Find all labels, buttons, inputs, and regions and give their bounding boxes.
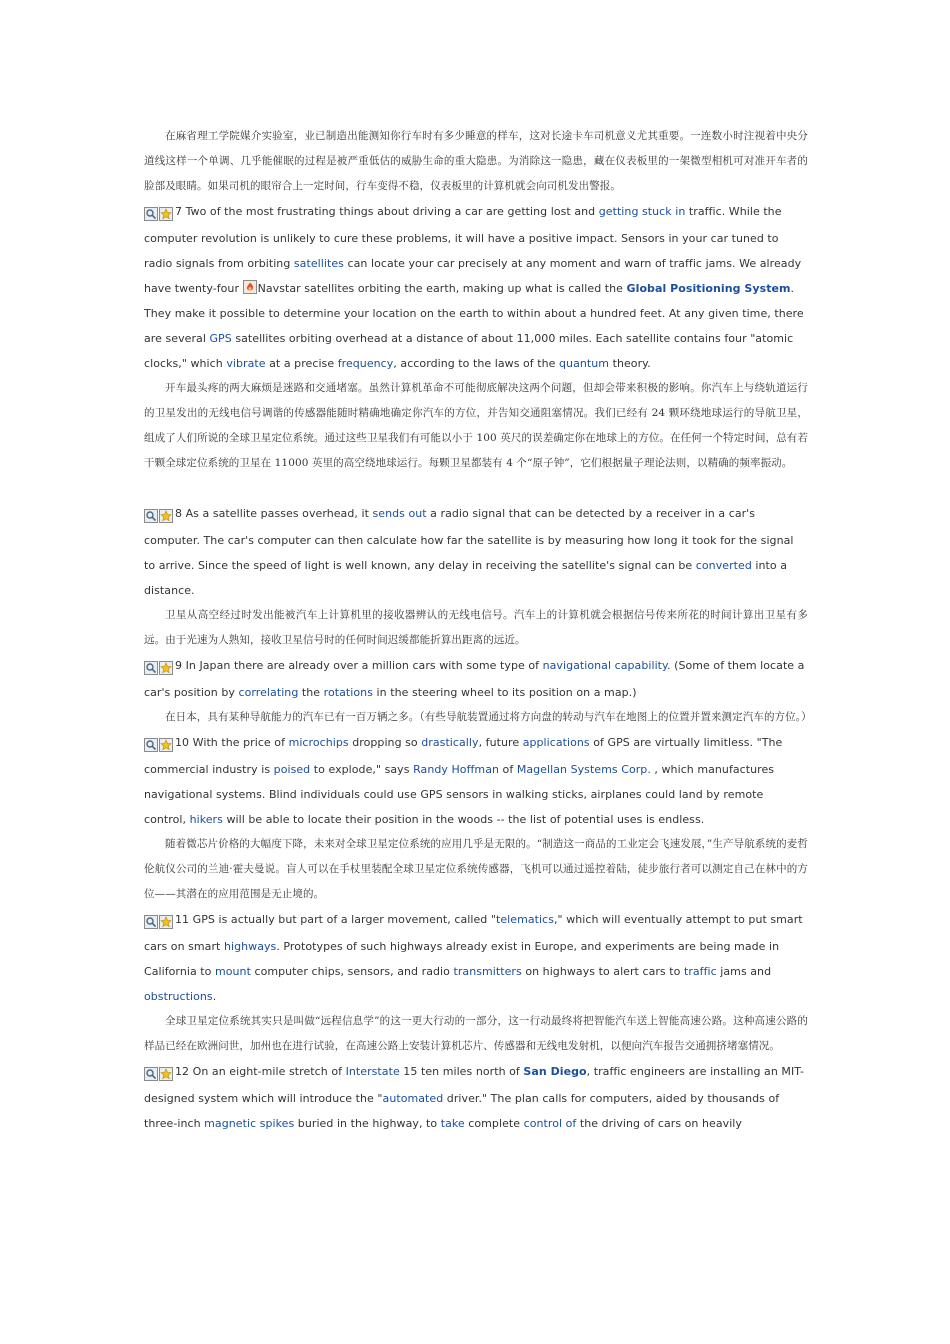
vocab-link[interactable]: Interstate [345,1065,400,1078]
paragraph-number: 10 [175,736,190,749]
favorite-star-icon[interactable] [159,661,173,675]
paragraph-number: 11 [175,913,190,926]
paragraph-zh-11: 全球卫星定位系统其实只是叫做“远程信息学”的这一更大行动的一部分，这一行动最终将把智能汽车送上智能高速公路。这种高速公路的样品已经在欧洲问世，加州也在进行试验，在高速公路上安装计算机芯片、传感器和无线电发射机，以便向汽车报告交通拥挤堵塞情况。 [144,1015,808,1052]
vocab-link[interactable]: applications [522,736,590,749]
favorite-star-icon[interactable] [159,207,173,221]
search-icon[interactable] [144,509,158,523]
vocab-link[interactable]: navigational capability [542,659,668,672]
vocab-link[interactable]: getting stuck in [598,205,686,218]
search-icon[interactable] [144,661,158,675]
paragraph-en-12: 12 On an eight-mile stretch of Interstate 15 ten miles north of San Diego, traffic engineers are installing an MIT-designed system which will introduce the "automated driver." The plan calls for computers, aided by thousands of three-inch magnetic spikes buried in the highway, to take complete control of the driving of cars on heavily [144,1059,808,1136]
vocab-link[interactable]: Global Positioning System [626,282,791,295]
paragraph-en-9: 9 In Japan there are already over a million cars with some type of navigational capability. (Some of them locate a car's position by correlating the rotations in the steering wheel to its position on a map.) [144,653,808,705]
paragraph-tools [144,732,174,757]
vocab-link[interactable]: obstructions [144,990,213,1003]
paragraph-tools [144,1061,174,1086]
paragraph-number: 8 [175,507,183,520]
vocab-link[interactable]: automated [382,1092,444,1105]
paragraph-zh-6: 在麻省理工学院媒介实验室，业已制造出能测知你行车时有多少睡意的样车，这对长途卡车司机意义尤其重要。一连数小时注视着中央分道线这样一个单调、几乎能催眠的过程是被严重低估的威胁生命的重大隐患。为消除这一隐患，藏在仪表板里的一架微型相机可对准开车者的脸部及眼睛。如果司机的眼帘合上一定时间，行车变得不稳，仪表板里的计算机就会向司机发出警报。 [144,130,808,192]
search-icon[interactable] [144,738,158,752]
paragraph-tools [144,655,174,680]
document-body [144,124,812,1136]
favorite-star-icon[interactable] [159,915,173,929]
vocab-link[interactable]: highways [223,940,277,953]
vocab-link[interactable]: take [440,1117,465,1130]
paragraph-number: 12 [175,1065,190,1078]
paragraph-zh-7: 开车最头疼的两大麻烦是迷路和交通堵塞。虽然计算机革命不可能彻底解决这两个问题，但却会带来积极的影响。你汽车上与绕轨道运行的卫星发出的无线电信号调谐的传感器能随时精确地确定你汽车的方位，并告知交通阻塞情况。我们已经有 24 颗环绕地球运行的导航卫星，组成了人们所说的全球卫星定位系统。通过这些卫星我们有可能以小于 100 英尺的误差确定你在地球上的方位。在任何一个特定时间，总有若干颗全球定位系统的卫星在 11000 英里的高空绕地球运行。每颗卫星都装有 4 个“原子钟”，它们根据量子理论法则，以精确的频率振动。 [144,382,808,469]
paragraph-zh-9: 在日本，具有某种导航能力的汽车已有一百万辆之多。（有些导航装置通过将方向盘的转动与汽车在地图上的位置并置来测定汽车的方位。） [165,711,812,723]
vocab-link[interactable]: microchips [288,736,349,749]
favorite-star-icon[interactable] [159,1067,173,1081]
vocab-link[interactable]: control of [523,1117,577,1130]
vocab-link[interactable]: transmitters [453,965,522,978]
vocab-link[interactable]: poised [273,763,311,776]
vocab-link[interactable]: San Diego [523,1065,587,1078]
favorite-star-icon[interactable] [159,738,173,752]
vocab-link[interactable]: sends out [372,507,427,520]
paragraph-en-8: 8 As a satellite passes overhead, it sends out a radio signal that can be detected by a receiver in a car's computer. The car's computer can then calculate how far the satellite is by measuring how long it took for the signal to arrive. Since the speed of light is well known, any delay in receiving the satellite's signal can be converted into a distance. [144,501,808,603]
vocab-link[interactable]: hikers [189,813,223,826]
paragraph-en-10: 10 With the price of microchips dropping so drastically, future applications of GPS are virtually limitless. "The commercial industry is poised to explode," says Randy Hoffman of Magellan Systems Corp. , which manufactures navigational systems. Blind individuals could use GPS sensors in walking sticks, airplanes could land by remote control, hikers will be able to locate their position in the woods -- the list of potential uses is endless. [144,730,808,832]
search-icon[interactable] [144,1067,158,1081]
paragraph-en-11: 11 GPS is actually but part of a larger movement, called "telematics," which will eventually attempt to put smart cars on smart highways. Prototypes of such highways already exist in Europe, and experiments are being made in California to mount computer chips, sensors, and radio transmitters on highways to alert cars to traffic jams and obstructions. [144,907,808,1009]
vocab-link[interactable]: correlating [238,686,299,699]
paragraph-number: 9 [175,659,183,672]
paragraph-en-7: 7 Two of the most frustrating things about driving a car are getting lost and getting stuck in traffic. While the computer revolution is unlikely to cure these problems, it will have a positive impact. Sensors in your car tuned to radio signals from orbiting satellites can locate your car precisely at any moment and warn of traffic jams. We already have twenty-four Navstar satellites orbiting the earth, making up what is called the Global Positioning System. They make it possible to determine your location on the earth to within about a hundred feet. At any given time, there are several GPS satellites orbiting overhead at a distance of about 11,000 miles. Each satellite contains four "atomic clocks," which vibrate at a precise frequency, according to the laws of the quantum theory. [144,199,808,376]
vocab-link[interactable]: drastically [421,736,479,749]
paragraph-tools [144,201,174,226]
search-icon[interactable] [144,915,158,929]
paragraph-zh-10: 随着微芯片价格的大幅度下降，未来对全球卫星定位系统的应用几乎是无限的。“制造这一商品的工业定会飞速发展，”生产导航系统的麦哲伦航仪公司的兰迪·霍夫曼说。盲人可以在手杖里装配全球卫星定位系统传感器，飞机可以通过遥控着陆，徒步旅行者可以测定自己在林中的方位——其潜在的应用范围是无止境的。 [144,838,808,900]
speaker-icon[interactable] [243,280,257,294]
vocab-link[interactable]: magnetic spikes [204,1117,295,1130]
vocab-link[interactable]: Randy Hoffman [413,763,500,776]
vocab-link[interactable]: satellites [293,257,344,270]
blank-line [144,476,808,501]
paragraph-tools [144,503,174,528]
vocab-link[interactable]: GPS [209,332,232,345]
paragraph-number: 7 [175,205,183,218]
paragraph-tools [144,909,174,934]
vocab-link[interactable]: telematics [496,913,555,926]
vocab-link[interactable]: mount [214,965,251,978]
favorite-star-icon[interactable] [159,509,173,523]
search-icon[interactable] [144,207,158,221]
vocab-link[interactable]: converted [695,559,752,572]
vocab-link[interactable]: quantum [559,357,610,370]
vocab-link[interactable]: traffic [683,965,717,978]
vocab-link[interactable]: Magellan Systems Corp. [516,763,651,776]
vocab-link[interactable]: frequency [337,357,394,370]
vocab-link[interactable]: rotations [323,686,373,699]
vocab-link[interactable]: vibrate [226,357,266,370]
paragraph-zh-8: 卫星从高空经过时发出能被汽车上计算机里的接收器辨认的无线电信号。汽车上的计算机就会根据信号传来所花的时间计算出卫星有多远。由于光速为人熟知，接收卫星信号时的任何时间迟缓都能折算出距离的远近。 [144,609,808,646]
